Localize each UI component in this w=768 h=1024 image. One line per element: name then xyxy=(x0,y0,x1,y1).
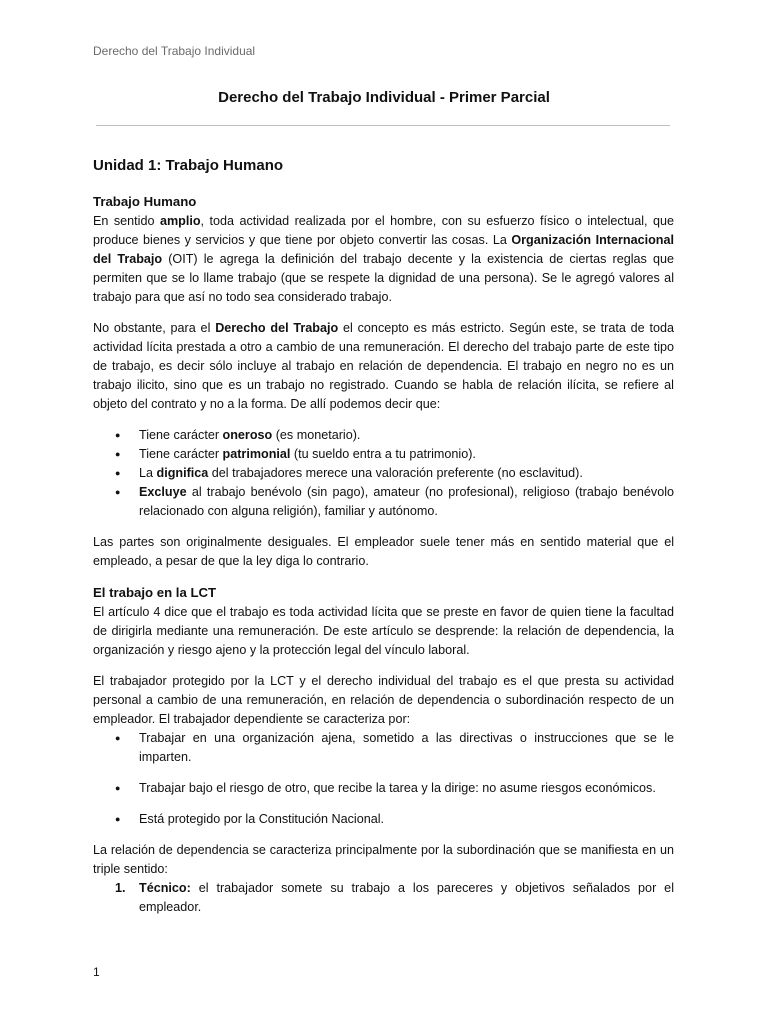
list-item: ● La dignifica del trabajadores merece una valoración preferente (no esclavitud). xyxy=(139,464,674,483)
list-item: ● Trabajar en una organización ajena, sometido a las directivas o instrucciones que se le imparten. xyxy=(139,729,674,767)
characteristics-list xyxy=(93,426,674,521)
paragraph-subordinacion: La relación de dependencia se caracteriza principalmente por la subordinación que se manifiesta en un triple sentido: xyxy=(93,843,674,876)
list-item: ● Trabajar bajo el riesgo de otro, que recibe la tarea y la dirige: no asume riesgos económicos. xyxy=(139,779,674,798)
paragraph-partes-desiguales: Las partes son originalmente desiguales. El empleador suele tener más en sentido material que el empleado, a pesar de que la ley diga lo contrario. xyxy=(93,535,674,568)
paragraph-trabajo-humano-definition: En sentido amplio, toda actividad realizada por el hombre, con su esfuerzo físico o intelectual, que produce bienes y servicios y que tiene por objeto convertir las cosas. La Organización Internacional del Trabajo (OIT) le agrega la definición del trabajo decente y la existencia de ciertas reglas que permiten que se lo llame trabajo (que se respete la dignidad de una persona). Se le agregó valores al trabajo para que así no todo sea considerado trabajo. xyxy=(93,214,674,304)
document-title: Derecho del Trabajo Individual - Primer Parcial xyxy=(218,89,550,106)
subordination-list xyxy=(93,879,674,917)
document-body xyxy=(93,154,674,917)
list-item: ● Está protegido por la Constitución Nacional. xyxy=(139,810,674,829)
list-item: ● Tiene carácter patrimonial (tu sueldo entra a tu patrimonio). xyxy=(139,445,674,464)
running-header: Derecho del Trabajo Individual xyxy=(93,44,256,58)
paragraph-articulo-4: El artículo 4 dice que el trabajo es toda actividad lícita que se preste en favor de quien tiene la facultad de dirigirla mediante una remuneración. De este artículo se desprende: la relación de dependencia, la organización y riesgo ajeno y la protección legal del vínculo laboral. xyxy=(93,605,674,657)
title-divider xyxy=(96,125,670,126)
page-number: 1 xyxy=(93,965,100,979)
unit-heading: Unidad 1: Trabajo Humano xyxy=(93,157,284,174)
list-item: 1. Técnico: el trabajador somete su trabajo a los pareceres y objetivos señalados por el empleador. xyxy=(115,881,674,914)
section-heading-trabajo-humano: Trabajo Humano xyxy=(93,194,197,209)
section-heading-lct: El trabajo en la LCT xyxy=(93,585,217,600)
dependent-worker-list xyxy=(93,729,674,829)
paragraph-derecho-del-trabajo: No obstante, para el Derecho del Trabajo el concepto es más estricto. Según este, se trata de toda actividad lícita prestada a otro a cambio de una remuneración. El derecho del trabajo parte de este tipo de trabajo, es decir sólo incluye al trabajo en relación de dependencia. El trabajo en negro no es un trabajo ilicito, sino que es un trabajo no registrado. Cuando se habla de relación ilícita, se refiere al objeto del contrato y no a la forma. De allí podemos decir que: xyxy=(93,321,674,411)
list-item: ● Excluye al trabajo benévolo (sin pago), amateur (no profesional), religioso (trabajo benévolo relacionado con alguna religión), familiar y autónomo. xyxy=(139,483,674,521)
list-item: ● Tiene carácter oneroso (es monetario). xyxy=(139,426,674,445)
paragraph-trabajador-protegido: El trabajador protegido por la LCT y el derecho individual del trabajo es el que presta su actividad personal a cambio de una remuneración, en relación de dependencia o subordinación respecto de un empleador. El trabajador dependiente se caracteriza por: xyxy=(93,674,674,726)
